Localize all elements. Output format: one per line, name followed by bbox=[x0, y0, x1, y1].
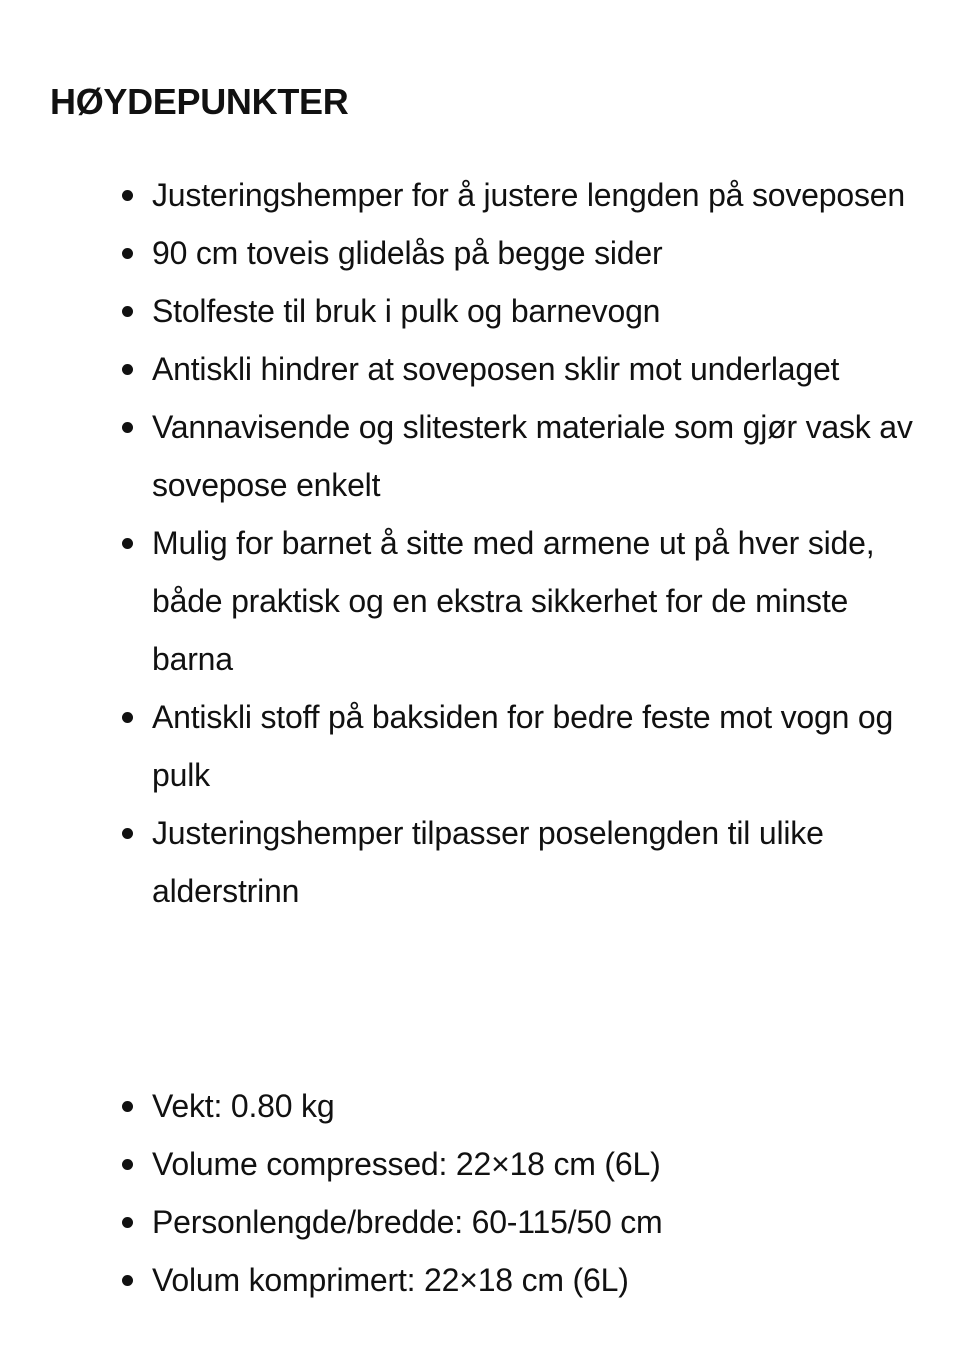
list-item-text: Antiskli stoff på baksiden for bedre feste mot vogn og pulk bbox=[152, 699, 894, 793]
list-item bbox=[152, 688, 932, 804]
list-item bbox=[152, 166, 932, 224]
bullet-icon bbox=[122, 306, 133, 317]
list-item-text: Justeringshemper for å justere lengden på soveposen bbox=[152, 177, 905, 213]
list-item-text: 90 cm toveis glidelås på begge sider bbox=[152, 235, 663, 271]
specs-list bbox=[152, 1077, 932, 1309]
list-item bbox=[152, 514, 932, 688]
list-item bbox=[152, 804, 932, 920]
spec-item bbox=[152, 1193, 932, 1251]
spec-item bbox=[152, 1135, 932, 1193]
bullet-icon bbox=[122, 364, 133, 375]
list-item bbox=[152, 282, 932, 340]
section-heading: HØYDEPUNKTER bbox=[50, 81, 349, 122]
bullet-icon bbox=[122, 1275, 133, 1286]
spec-item bbox=[152, 1077, 932, 1135]
bullet-icon bbox=[122, 538, 133, 549]
bullet-icon bbox=[122, 712, 133, 723]
list-item bbox=[152, 398, 932, 514]
list-item-text: Stolfeste til bruk i pulk og barnevogn bbox=[152, 293, 661, 329]
list-item-text: Vannavisende og slitesterk materiale som gjør vask av sovepose enkelt bbox=[152, 409, 913, 503]
bullet-icon bbox=[122, 422, 133, 433]
bullet-icon bbox=[122, 1159, 133, 1170]
spec-item bbox=[152, 1251, 932, 1309]
bullet-icon bbox=[122, 1217, 133, 1228]
list-item-text: Mulig for barnet å sitte med armene ut på hver side, både praktisk og en ekstra sikkerhet for de minste barna bbox=[152, 525, 875, 677]
bullet-icon bbox=[122, 1101, 133, 1112]
list-item bbox=[152, 224, 932, 282]
spec-item-text: Volum komprimert: 22×18 cm (6L) bbox=[152, 1262, 629, 1298]
highlights-list bbox=[152, 166, 932, 920]
bullet-icon bbox=[122, 828, 133, 839]
list-item bbox=[152, 340, 932, 398]
list-item-text: Antiskli hindrer at soveposen sklir mot underlaget bbox=[152, 351, 840, 387]
spec-item-text: Vekt: 0.80 kg bbox=[152, 1088, 335, 1124]
bullet-icon bbox=[122, 248, 133, 259]
bullet-icon bbox=[122, 190, 133, 201]
spec-item-text: Personlengde/bredde: 60-115/50 cm bbox=[152, 1204, 663, 1240]
spec-item-text: Volume compressed: 22×18 cm (6L) bbox=[152, 1146, 661, 1182]
list-item-text: Justeringshemper tilpasser poselengden til ulike alderstrinn bbox=[152, 815, 824, 909]
